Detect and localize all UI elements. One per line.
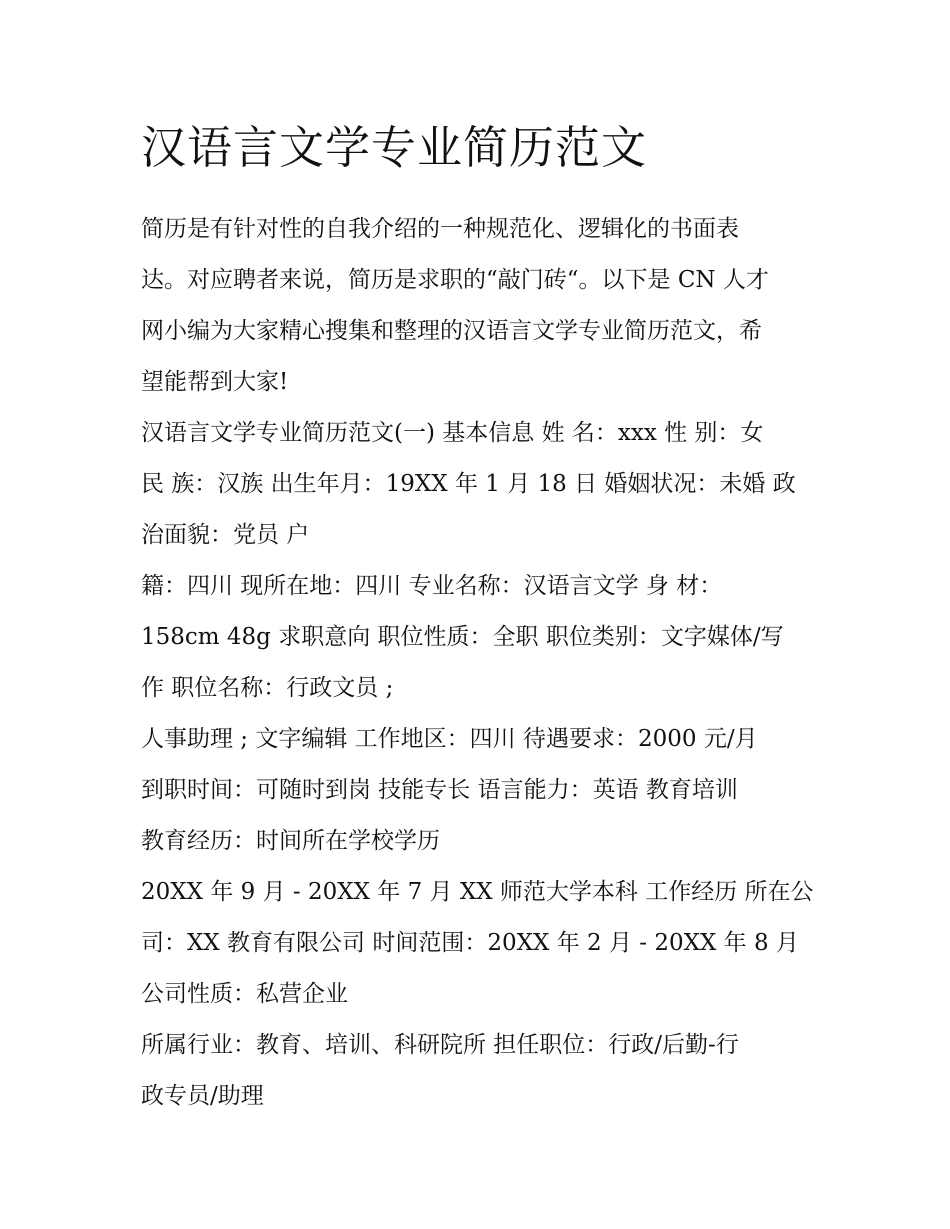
body-line: 20XX 年 9 月 - 20XX 年 7 月 XX 师范大学本科 工作经历 所在公: [141, 879, 814, 905]
body-line: 到职时间：可随时到岗 技能专长 语言能力：英语 教育培训: [141, 777, 738, 803]
document-page: [141, 118, 821, 1122]
body-line: 公司性质：私营企业: [141, 981, 348, 1007]
body-line: 158cm 48g 求职意向 职位性质：全职 职位类别：文字媒体/写: [141, 624, 784, 650]
document-body: [141, 204, 821, 1122]
body-line: 司：XX 教育有限公司 时间范围：20XX 年 2 月 - 20XX 年 8 月: [141, 930, 799, 956]
body-line: 人事助理 ; 文字编辑 工作地区：四川 待遇要求：2000 元/月: [141, 726, 758, 752]
body-line: 治面貌：党员 户: [141, 522, 310, 548]
body-line: 简历是有针对性的自我介绍的一种规范化、逻辑化的书面表: [141, 216, 739, 242]
body-line: 籍：四川 现所在地：四川 专业名称：汉语言文学 身 材：: [141, 573, 723, 599]
body-line: 达。对应聘者来说，简历是求职的“敲门砖“。以下是 CN 人才: [141, 267, 769, 293]
body-line: 所属行业：教育、培训、科研院所 担任职位：行政/后勤-行: [141, 1032, 739, 1058]
body-line: 汉语言文学专业简历范文(一) 基本信息 姓 名：xxx 性 别：女: [141, 420, 764, 446]
body-line: 网小编为大家精心搜集和整理的汉语言文学专业简历范文，希: [141, 318, 762, 344]
body-line: 作 职位名称：行政文员 ;: [141, 675, 394, 701]
body-line: 教育经历：时间所在学校学历: [141, 828, 440, 854]
body-line: 民 族：汉族 出生年月：19XX 年 1 月 18 日 婚姻状况：未婚 政: [141, 471, 796, 497]
document-title: 汉语言文学专业简历范文: [141, 121, 648, 174]
body-line: 政专员/助理: [141, 1083, 264, 1109]
body-line: 望能帮到大家!: [141, 369, 289, 395]
